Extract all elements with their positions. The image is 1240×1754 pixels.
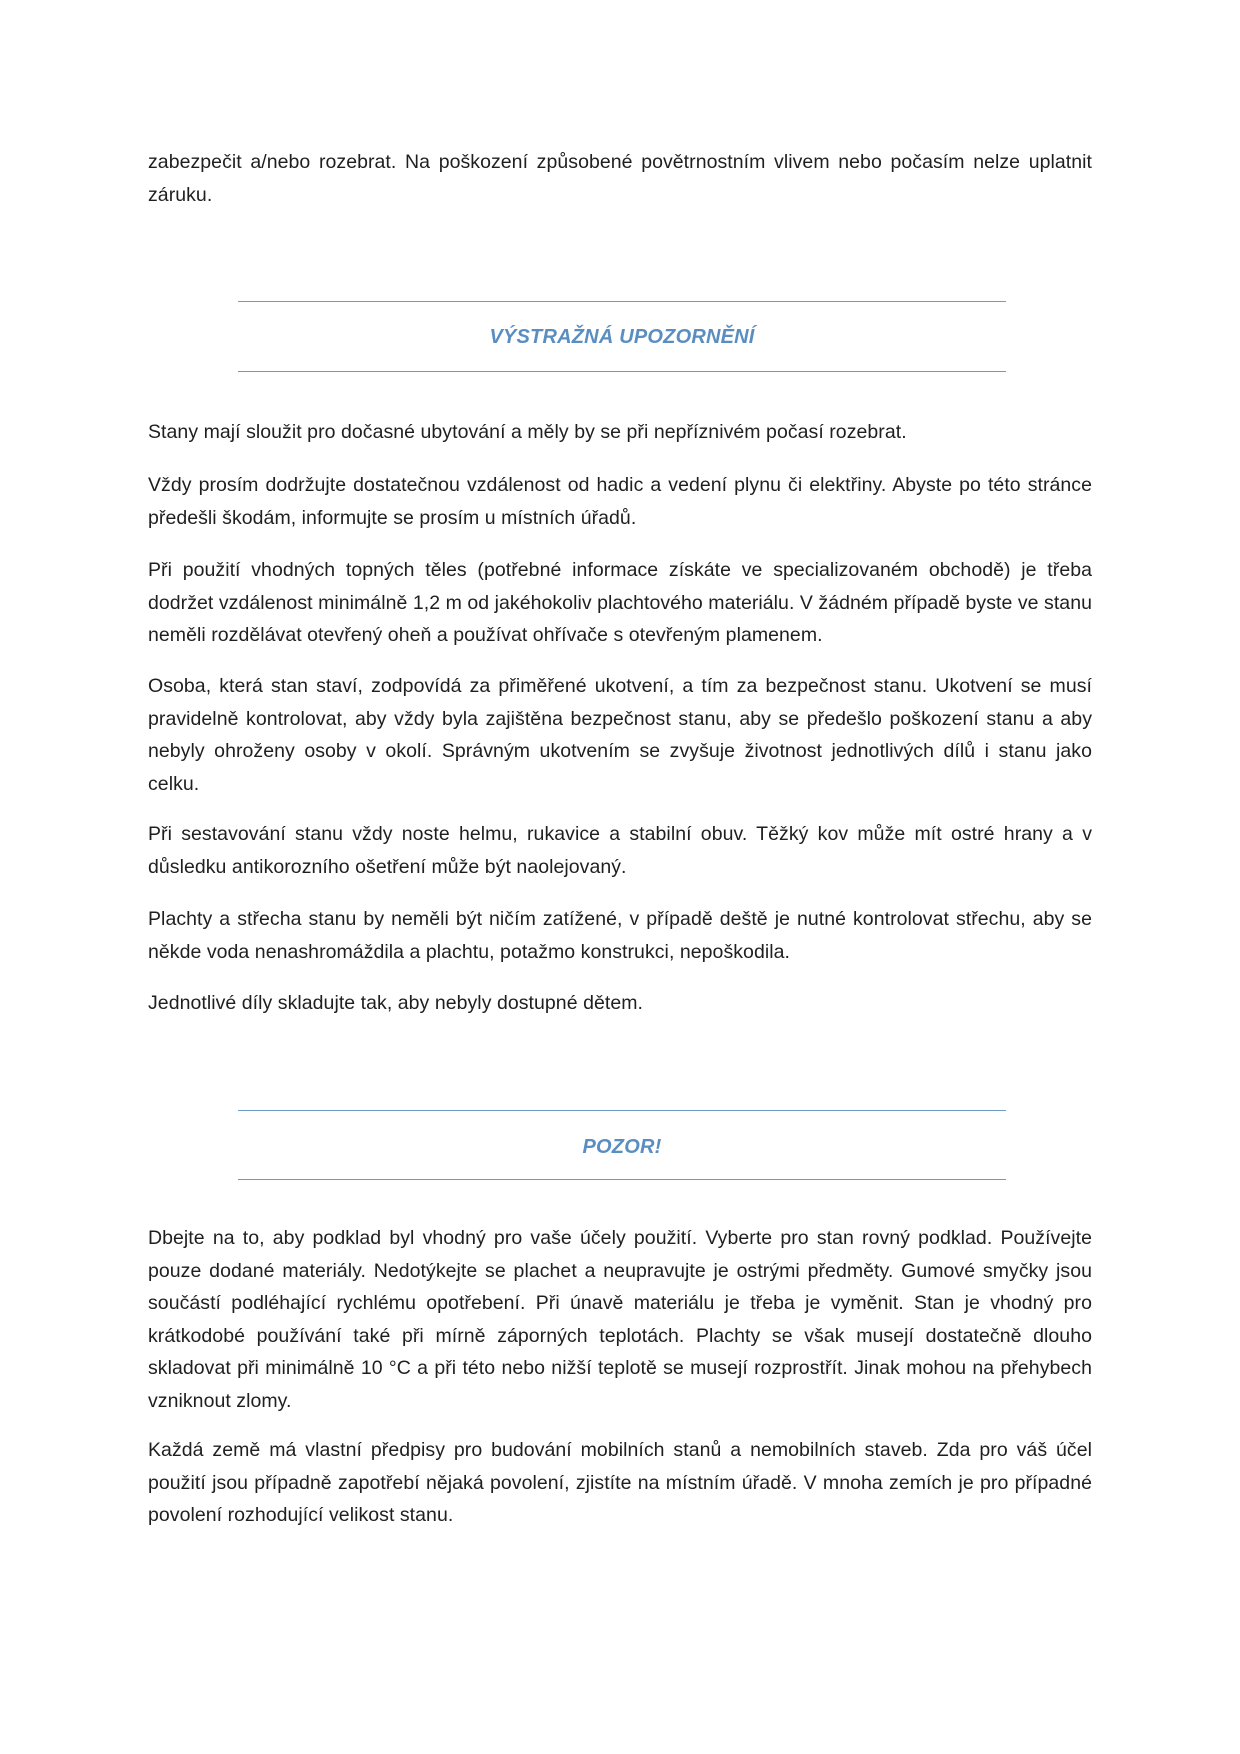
warnings-paragraph: Při použití vhodných topných těles (potřebné informace získáte ve specializovaném obchodě) je třeba dodržet vzdálenost minimálně 1,2 m od jakéhokoliv plachtového materiálu. V žádném případě byste ve stanu neměli rozdělávat otevřený oheň a používat ohřívače s otevřeným plamenem. bbox=[148, 559, 1092, 646]
caution-bottom-rule bbox=[238, 1179, 1006, 1180]
caution-top-rule bbox=[238, 1110, 1006, 1111]
warnings-heading: VÝSTRAŽNÁ UPOZORNĚNÍ bbox=[489, 326, 755, 348]
warnings-paragraph: Plachty a střecha stanu by neměli být ničím zatížené, v případě deště je nutné kontrolovat střechu, aby se někde voda nenashromáždila a plachtu, potažmo konstrukci, nepoškodila. bbox=[148, 908, 1092, 963]
warnings-top-rule bbox=[238, 301, 1006, 302]
caution-paragraph: Každá země má vlastní předpisy pro budování mobilních stanů a nemobilních staveb. Zda pro váš účel použití jsou případně zapotřebí nějaká povolení, zjistíte na místním úřadě. V mnoha zemích je pro případné povolení rozhodující velikost stanu. bbox=[148, 1439, 1092, 1526]
warnings-paragraph: Jednotlivé díly skladujte tak, aby nebyly dostupné dětem. bbox=[148, 992, 643, 1014]
caution-heading: POZOR! bbox=[582, 1136, 662, 1158]
warnings-paragraph: Vždy prosím dodržujte dostatečnou vzdálenost od hadic a vedení plynu či elektřiny. Abyste po této stránce předešli škodám, informujte se prosím u místních úřadů. bbox=[148, 474, 1092, 529]
warnings-paragraph: Stany mají sloužit pro dočasné ubytování a měly by se při nepříznivém počasí rozebrat. bbox=[148, 421, 907, 443]
warnings-bottom-rule bbox=[238, 371, 1006, 372]
caution-paragraph: Dbejte na to, aby podklad byl vhodný pro vaše účely použití. Vyberte pro stan rovný podklad. Používejte pouze dodané materiály. Nedotýkejte se plachet a neupravujte je ostrými předměty. Gumové smyčky jsou součástí podléhající rychlému opotřebení. Při únavě materiálu je třeba je vyměnit. Stan je vhodný pro krátkodobé používání také při mírně záporných teplotách. Plachty se však musejí dostatečně dlouho skladovat při minimálně 10 °C a při této nebo nižší teplotě se musejí rozprostřít. Jinak mohou na přehybech vzniknout zlomy. bbox=[148, 1227, 1092, 1412]
warnings-paragraph: Při sestavování stanu vždy noste helmu, rukavice a stabilní obuv. Těžký kov může mít ostré hrany a v důsledku antikorozního ošetření může být naolejovaný. bbox=[148, 823, 1092, 878]
warnings-paragraph: Osoba, která stan staví, zodpovídá za přiměřené ukotvení, a tím za bezpečnost stanu. Ukotvení se musí pravidelně kontrolovat, aby vždy byla zajištěna bezpečnost stanu, aby se předešlo poškození stanu a aby nebyly ohroženy osoby v okolí. Správným ukotvením se zvyšuje životnost jednotlivých dílů i stanu jako celku. bbox=[148, 675, 1092, 795]
intro-paragraph: zabezpečit a/nebo rozebrat. Na poškození způsobené povětrnostním vlivem nebo počasím nelze uplatnit záruku. bbox=[148, 151, 1092, 206]
